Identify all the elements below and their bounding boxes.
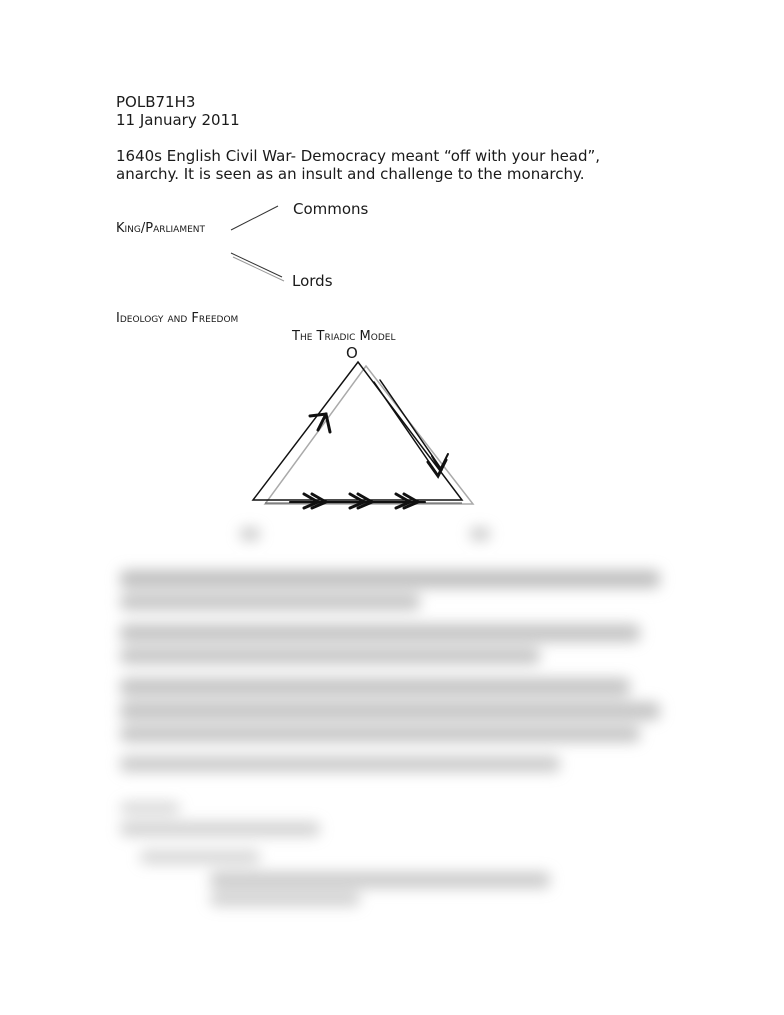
triad-triangle	[253, 362, 473, 504]
branch-root-label: King/Parliament	[116, 221, 206, 236]
lecture-date: 11 January 2011	[116, 111, 240, 129]
triad-apex-label: O	[346, 344, 358, 362]
course-code: POLB71H3	[116, 93, 196, 111]
triad-arrow-left-side	[310, 414, 330, 432]
triad-arrow-right-side	[374, 380, 448, 476]
intro-line-2: anarchy. It is seen as an insult and challenge to the monarchy.	[116, 165, 585, 183]
blurred-content	[100, 520, 700, 920]
branch-upper-label: Commons	[293, 200, 369, 218]
intro-line-1: 1640s English Civil War- Democracy meant “off with your head”,	[116, 147, 601, 165]
triad-arrows-base	[290, 494, 425, 508]
section-heading: Ideology and Freedom	[116, 311, 239, 326]
branch-lower-label: Lords	[292, 272, 333, 290]
triad-title: The Triadic Model	[292, 329, 396, 344]
branch-connector-lower	[231, 253, 284, 281]
branch-connector-upper	[231, 206, 278, 230]
